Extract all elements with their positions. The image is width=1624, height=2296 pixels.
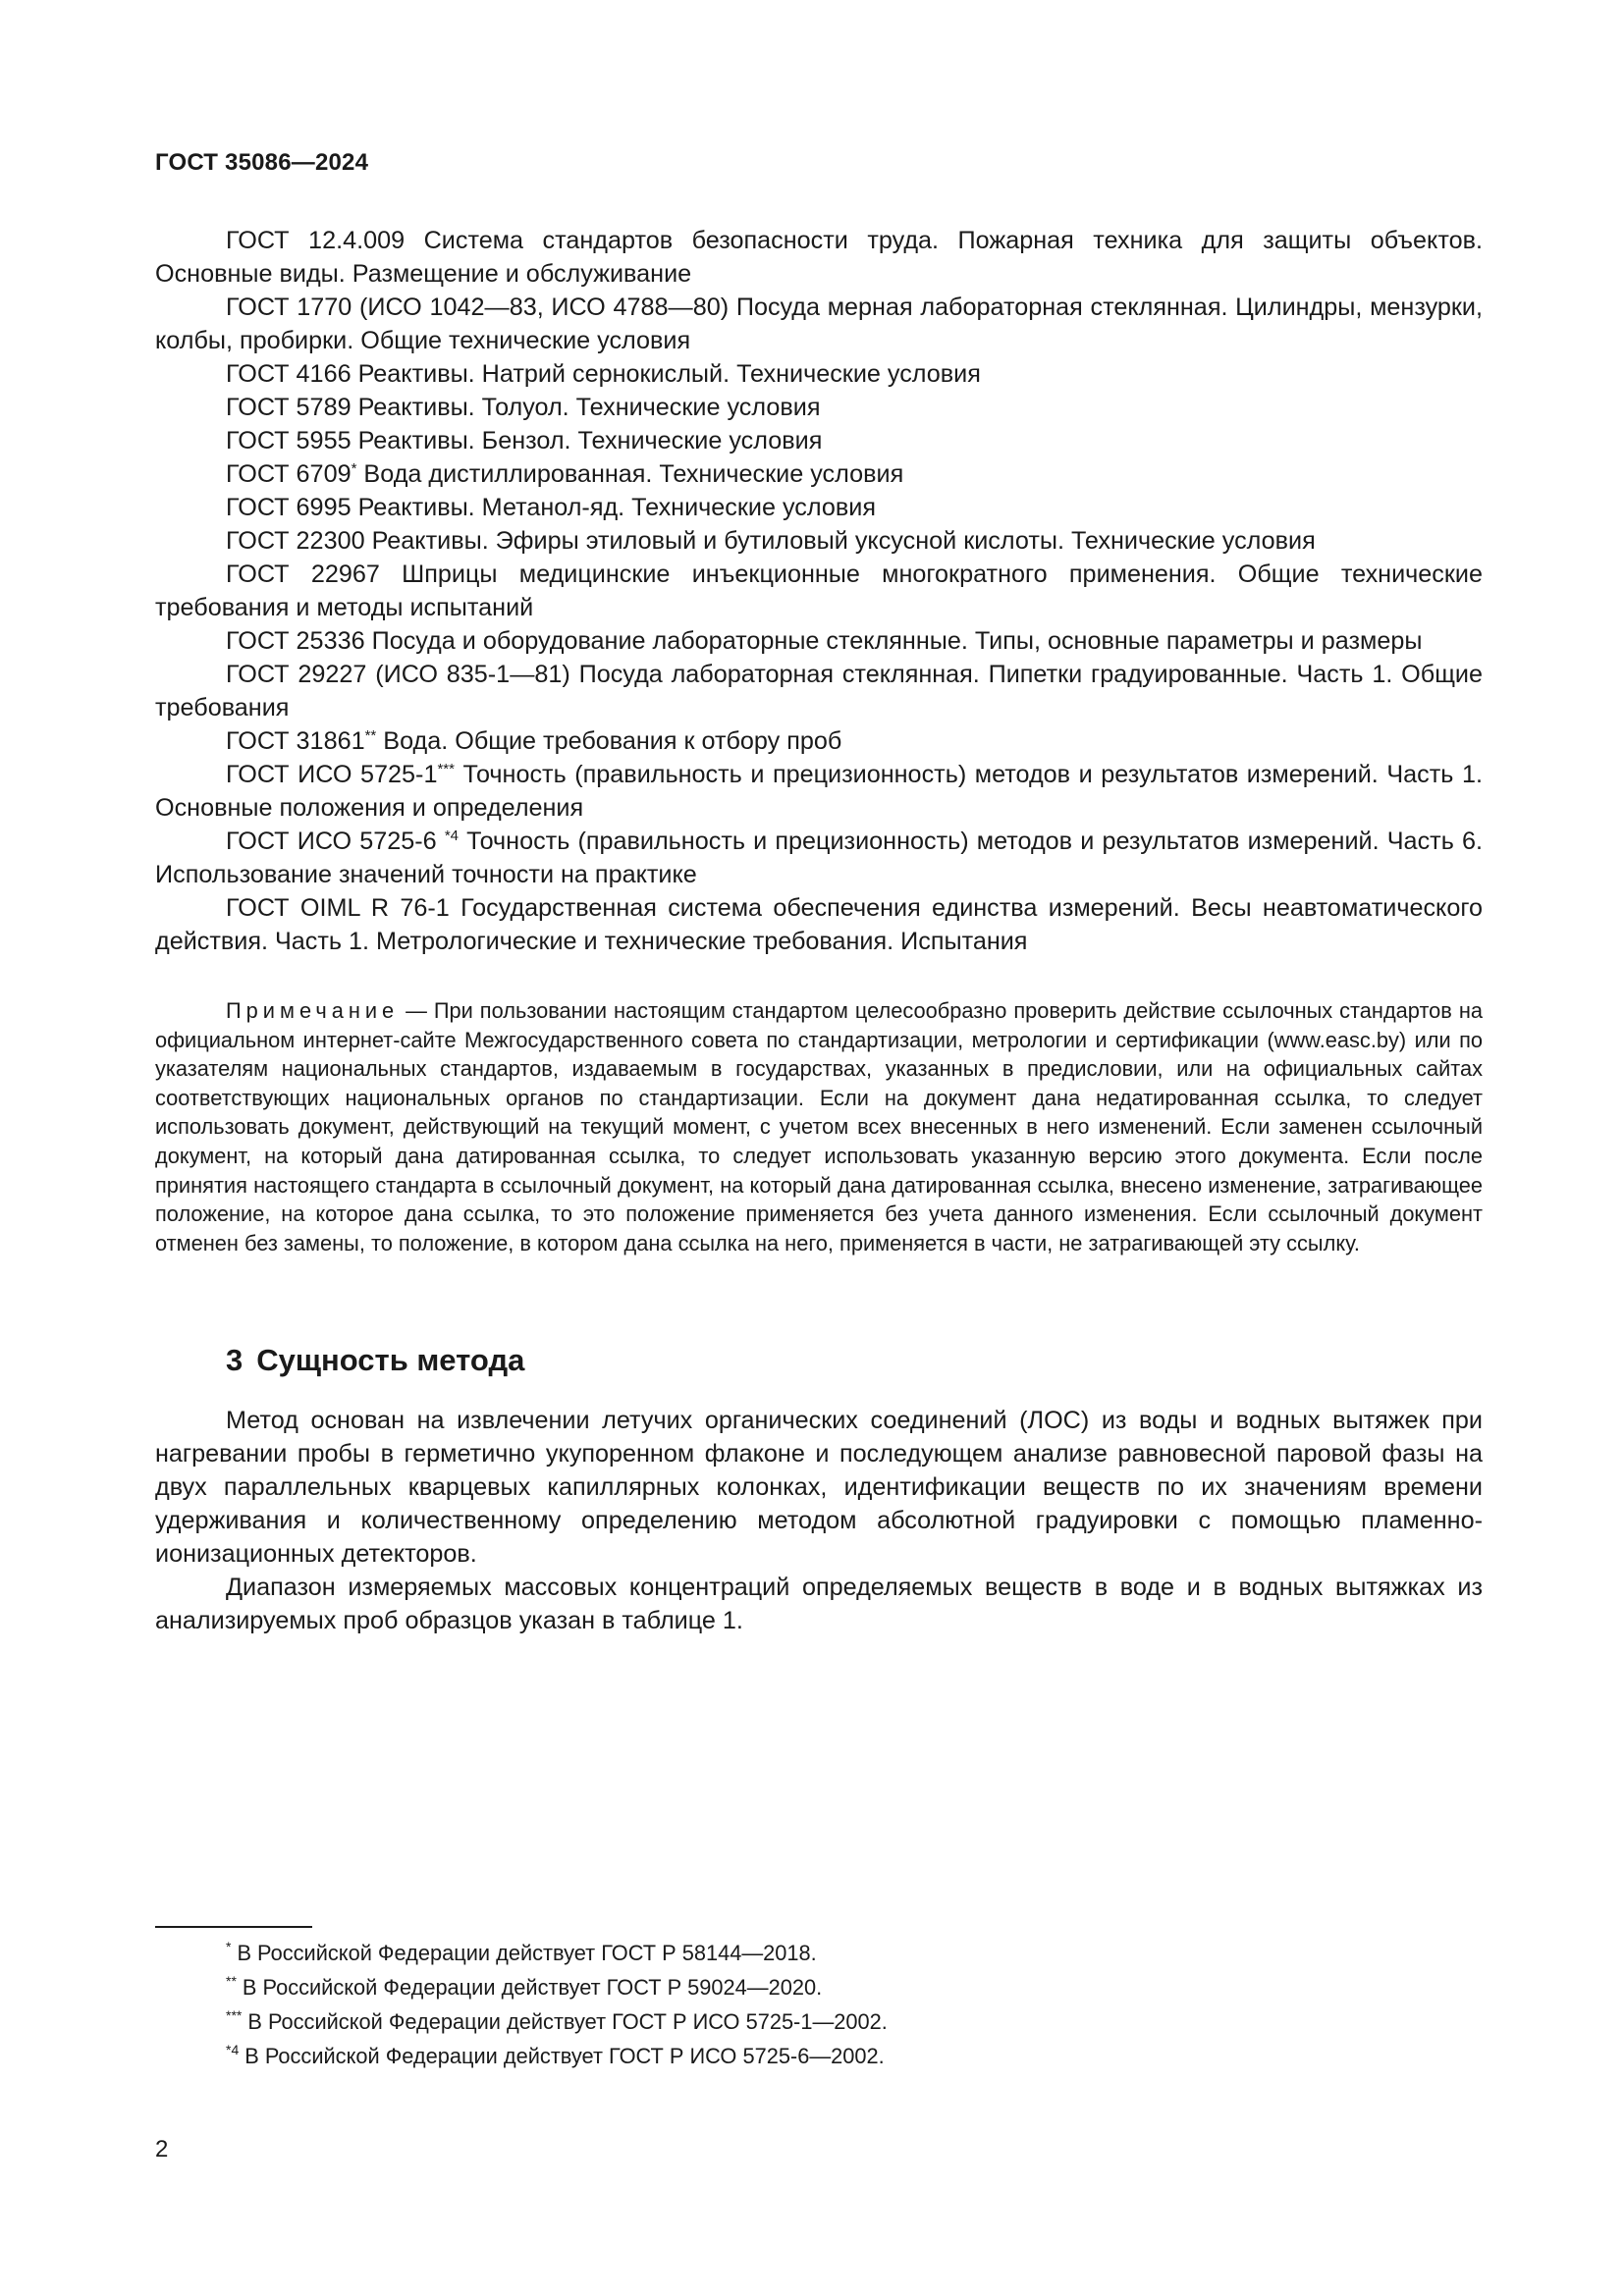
normative-references-list <box>155 224 1483 958</box>
footnote-separator <box>155 1926 312 1928</box>
footnote: $^{*4}$ В Российской Федерации действует ГОСТ Р ИСО 5725-6—2002. <box>226 2042 885 2068</box>
reference-item: ГОСТ 22300 Реактивы. Эфиры этиловый и бутиловый уксусной кислоты. Технические условия <box>226 527 1316 555</box>
note-block <box>155 996 1483 1257</box>
reference-item: ГОСТ 29227 (ИСО 835-1—81) Посуда лабораторная стеклянная. Пипетки градуированные. Часть 1. Общие требования <box>155 661 1483 721</box>
note-label: Примечание <box>226 998 400 1023</box>
paragraph: Диапазон измеряемых массовых концентраций определяемых веществ в воде и в водных вытяжках из анализируемых проб образцов указан в таблице 1. <box>155 1574 1483 1634</box>
footnote-mark: ** <box>364 727 377 744</box>
reference-item: ГОСТ 22967 Шприцы медицинские инъекционные многократного применения. Общие технические требования и методы испытаний <box>155 561 1483 621</box>
reference-item: ГОСТ 5789 Реактивы. Толуол. Технические условия <box>226 394 821 421</box>
section-body <box>155 1404 1483 1637</box>
page-number: 2 <box>155 2136 169 2163</box>
section-number: 3 <box>226 1343 244 1377</box>
section-heading <box>226 1343 524 1378</box>
footnote: ** В Российской Федерации действует ГОСТ Р 59024—2020. <box>226 1973 823 2000</box>
footnote-mark: * <box>351 460 357 477</box>
reference-item: ГОСТ 1770 (ИСО 1042—83, ИСО 4788—80) Посуда мерная лабораторная стеклянная. Цилиндры, мензурки, колбы, пробирки. Общие технические условия <box>155 294 1483 354</box>
footnote-mark: *** <box>437 761 455 777</box>
section-title-text: Сущность метода <box>256 1343 525 1377</box>
document-header: ГОСТ 35086—2024 <box>155 149 369 176</box>
reference-item: ГОСТ 4166 Реактивы. Натрий сернокислый. Технические условия <box>226 360 981 388</box>
paragraph: Метод основан на извлечении летучих органических соединений (ЛОС) из воды и водных вытяжек при нагревании пробы в герметично укупоренном флаконе и последующем анализе равновесной паровой фазы на двух параллельных кварцевых капиллярных колонках, идентификации веществ по их значениям времени удерживания и количественному определению методом абсолютной градуировки с помощью пламенно-ионизационных детекторов. <box>155 1407 1483 1568</box>
reference-item: ГОСТ ИСО 5725-1*** Точность (правильность и прецизионность) методов и результатов измерений. Часть 1. Основные положения и определения <box>155 761 1483 822</box>
reference-item: ГОСТ 6709* Вода дистиллированная. Технические условия <box>226 460 904 488</box>
reference-item: ГОСТ 12.4.009 Система стандартов безопасности труда. Пожарная техника для защиты объектов. Основные виды. Размещение и обслуживание <box>155 227 1483 288</box>
reference-item: ГОСТ 25336 Посуда и оборудование лабораторные стеклянные. Типы, основные параметры и размеры <box>226 627 1423 655</box>
note-text: — При пользовании настоящим стандартом целесообразно проверить действие ссылочных стандартов на официальном интернет-сайте Межгосударственного совета по стандартизации, метрологии и сертификации (www.easc.by) или по указателям национальных стандартов, издаваемым в государствах, указанных в предисловии, или на официальных сайтах соответствующих национальных органов по стандартизации. Если на документ дана недатированная ссылка, то следует использовать документ, действующий на текущий момент, с учетом всех внесенных в него изменений. Если заменен ссылочный документ, на который дана датированная ссылка, то следует использовать указанную версию этого документа. Если после принятия настоящего стандарта в ссылочный документ, на который дана датированная ссылка, внесено изменение, затрагивающее положение, на которое дана ссылка, то это положение применяется без учета данного изменения. Если ссылочный документ отменен без замены, то положение, в котором дана ссылка на него, применяется в части, не затрагивающей эту ссылку. <box>155 998 1483 1255</box>
reference-item: ГОСТ ИСО 5725-6 $^{*4}$ Точность (правильность и прецизионность) методов и результатов измерений. Часть 6. Использование значений точности на практике <box>155 828 1483 888</box>
footnote: *** В Российской Федерации действует ГОСТ Р ИСО 5725-1—2002. <box>226 2007 888 2034</box>
reference-item: ГОСТ 5955 Реактивы. Бензол. Технические условия <box>226 427 823 454</box>
footnotes <box>226 1940 888 2077</box>
footnote: * В Российской Федерации действует ГОСТ Р 58144—2018. <box>226 1939 817 1965</box>
reference-item: ГОСТ OIML R 76-1 Государственная система обеспечения единства измерений. Весы неавтоматического действия. Часть 1. Метрологические и технические требования. Испытания <box>155 894 1483 955</box>
reference-item: ГОСТ 6995 Реактивы. Метанол-яд. Технические условия <box>226 494 876 521</box>
footnote-mark: *4 <box>444 828 459 844</box>
reference-item: ГОСТ 31861** Вода. Общие требования к отбору проб <box>226 727 842 755</box>
